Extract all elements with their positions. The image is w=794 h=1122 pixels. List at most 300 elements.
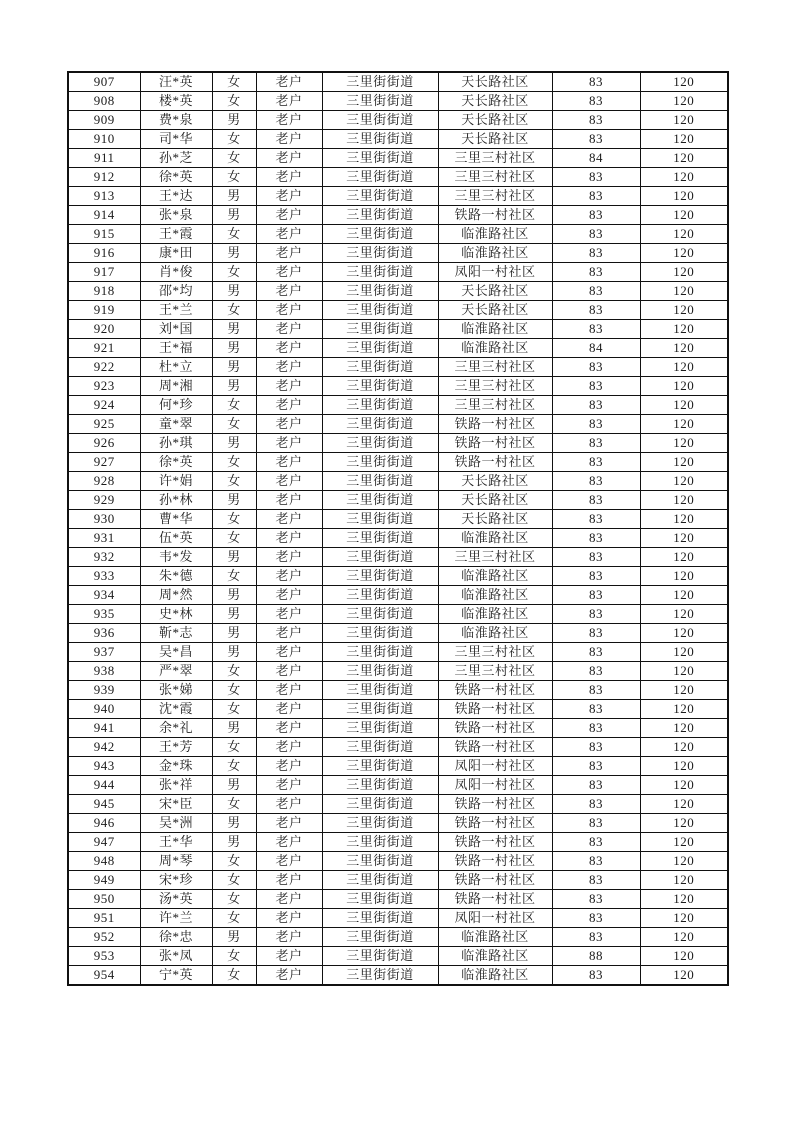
table-row: [68, 453, 728, 472]
amount-cell: 120: [640, 909, 728, 928]
serial-cell: 921: [68, 339, 140, 358]
score-cell: 83: [552, 168, 640, 187]
name-cell: 靳*志: [140, 624, 212, 643]
name-cell: 张*娣: [140, 681, 212, 700]
household-type-cell: 老户: [256, 719, 322, 738]
street-cell: 三里街街道: [322, 966, 438, 986]
amount-cell: 120: [640, 320, 728, 339]
gender-cell: 男: [212, 928, 256, 947]
community-cell: 临淮路社区: [438, 947, 552, 966]
table-row: [68, 282, 728, 301]
amount-cell: 120: [640, 928, 728, 947]
street-cell: 三里街街道: [322, 871, 438, 890]
name-cell: 费*泉: [140, 111, 212, 130]
household-type-cell: 老户: [256, 320, 322, 339]
community-cell: 三里三村社区: [438, 358, 552, 377]
community-cell: 凤阳一村社区: [438, 263, 552, 282]
serial-cell: 945: [68, 795, 140, 814]
name-cell: 金*珠: [140, 757, 212, 776]
serial-cell: 931: [68, 529, 140, 548]
serial-cell: 950: [68, 890, 140, 909]
serial-cell: 911: [68, 149, 140, 168]
name-cell: 刘*国: [140, 320, 212, 339]
score-cell: 83: [552, 510, 640, 529]
amount-cell: 120: [640, 966, 728, 986]
street-cell: 三里街街道: [322, 567, 438, 586]
score-cell: 83: [552, 92, 640, 111]
amount-cell: 120: [640, 301, 728, 320]
household-type-cell: 老户: [256, 72, 322, 92]
community-cell: 铁路一村社区: [438, 681, 552, 700]
name-cell: 沈*霞: [140, 700, 212, 719]
table-row: [68, 301, 728, 320]
gender-cell: 男: [212, 339, 256, 358]
community-cell: 天长路社区: [438, 111, 552, 130]
household-type-cell: 老户: [256, 871, 322, 890]
table-row: [68, 149, 728, 168]
table-row: [68, 814, 728, 833]
table-row: [68, 510, 728, 529]
household-type-cell: 老户: [256, 434, 322, 453]
gender-cell: 女: [212, 795, 256, 814]
amount-cell: 120: [640, 700, 728, 719]
table-row: [68, 187, 728, 206]
serial-cell: 939: [68, 681, 140, 700]
household-type-cell: 老户: [256, 643, 322, 662]
gender-cell: 女: [212, 168, 256, 187]
amount-cell: 120: [640, 852, 728, 871]
household-type-cell: 老户: [256, 548, 322, 567]
table-row: [68, 966, 728, 986]
table-row: [68, 852, 728, 871]
gender-cell: 男: [212, 643, 256, 662]
street-cell: 三里街街道: [322, 681, 438, 700]
serial-cell: 952: [68, 928, 140, 947]
street-cell: 三里街街道: [322, 301, 438, 320]
community-cell: 凤阳一村社区: [438, 776, 552, 795]
household-type-cell: 老户: [256, 206, 322, 225]
serial-cell: 916: [68, 244, 140, 263]
gender-cell: 女: [212, 472, 256, 491]
gender-cell: 女: [212, 263, 256, 282]
amount-cell: 120: [640, 111, 728, 130]
serial-cell: 909: [68, 111, 140, 130]
amount-cell: 120: [640, 282, 728, 301]
household-type-cell: 老户: [256, 130, 322, 149]
table-row: [68, 491, 728, 510]
table-row: [68, 396, 728, 415]
street-cell: 三里街街道: [322, 396, 438, 415]
community-cell: 三里三村社区: [438, 643, 552, 662]
community-cell: 临淮路社区: [438, 966, 552, 986]
street-cell: 三里街街道: [322, 453, 438, 472]
gender-cell: 女: [212, 852, 256, 871]
street-cell: 三里街街道: [322, 282, 438, 301]
score-cell: 83: [552, 130, 640, 149]
amount-cell: 120: [640, 472, 728, 491]
serial-cell: 934: [68, 586, 140, 605]
household-type-cell: 老户: [256, 928, 322, 947]
score-cell: 83: [552, 586, 640, 605]
street-cell: 三里街街道: [322, 111, 438, 130]
household-type-cell: 老户: [256, 472, 322, 491]
gender-cell: 女: [212, 453, 256, 472]
community-cell: 临淮路社区: [438, 225, 552, 244]
score-cell: 83: [552, 909, 640, 928]
gender-cell: 男: [212, 605, 256, 624]
score-cell: 83: [552, 700, 640, 719]
amount-cell: 120: [640, 567, 728, 586]
street-cell: 三里街街道: [322, 491, 438, 510]
street-cell: 三里街街道: [322, 643, 438, 662]
household-type-cell: 老户: [256, 415, 322, 434]
table-row: [68, 358, 728, 377]
community-cell: 临淮路社区: [438, 586, 552, 605]
table-row: [68, 339, 728, 358]
household-type-cell: 老户: [256, 567, 322, 586]
community-cell: 天长路社区: [438, 282, 552, 301]
street-cell: 三里街街道: [322, 738, 438, 757]
serial-cell: 913: [68, 187, 140, 206]
household-type-cell: 老户: [256, 301, 322, 320]
gender-cell: 女: [212, 700, 256, 719]
table-row: [68, 871, 728, 890]
street-cell: 三里街街道: [322, 206, 438, 225]
amount-cell: 120: [640, 206, 728, 225]
serial-cell: 941: [68, 719, 140, 738]
serial-cell: 943: [68, 757, 140, 776]
table-row: [68, 111, 728, 130]
community-cell: 天长路社区: [438, 72, 552, 92]
amount-cell: 120: [640, 738, 728, 757]
serial-cell: 922: [68, 358, 140, 377]
street-cell: 三里街街道: [322, 187, 438, 206]
table-row: [68, 681, 728, 700]
gender-cell: 女: [212, 890, 256, 909]
household-type-cell: 老户: [256, 453, 322, 472]
street-cell: 三里街街道: [322, 339, 438, 358]
name-cell: 何*珍: [140, 396, 212, 415]
score-cell: 83: [552, 434, 640, 453]
serial-cell: 930: [68, 510, 140, 529]
household-type-cell: 老户: [256, 795, 322, 814]
table-row: [68, 225, 728, 244]
serial-cell: 910: [68, 130, 140, 149]
score-cell: 83: [552, 852, 640, 871]
serial-cell: 953: [68, 947, 140, 966]
household-type-cell: 老户: [256, 111, 322, 130]
street-cell: 三里街街道: [322, 757, 438, 776]
community-cell: 铁路一村社区: [438, 453, 552, 472]
household-type-cell: 老户: [256, 757, 322, 776]
gender-cell: 男: [212, 206, 256, 225]
gender-cell: 女: [212, 529, 256, 548]
table-row: [68, 700, 728, 719]
table-row: [68, 415, 728, 434]
household-type-cell: 老户: [256, 700, 322, 719]
gender-cell: 男: [212, 491, 256, 510]
street-cell: 三里街街道: [322, 776, 438, 795]
name-cell: 楼*英: [140, 92, 212, 111]
table-row: [68, 643, 728, 662]
table-row: [68, 719, 728, 738]
street-cell: 三里街街道: [322, 833, 438, 852]
community-cell: 临淮路社区: [438, 339, 552, 358]
table-row: [68, 890, 728, 909]
community-cell: 铁路一村社区: [438, 795, 552, 814]
street-cell: 三里街街道: [322, 719, 438, 738]
household-type-cell: 老户: [256, 168, 322, 187]
amount-cell: 120: [640, 263, 728, 282]
table-row: [68, 909, 728, 928]
score-cell: 83: [552, 415, 640, 434]
table-row: [68, 833, 728, 852]
serial-cell: 907: [68, 72, 140, 92]
name-cell: 徐*忠: [140, 928, 212, 947]
gender-cell: 女: [212, 947, 256, 966]
street-cell: 三里街街道: [322, 415, 438, 434]
gender-cell: 男: [212, 111, 256, 130]
amount-cell: 120: [640, 168, 728, 187]
serial-cell: 924: [68, 396, 140, 415]
household-type-cell: 老户: [256, 909, 322, 928]
table-row: [68, 434, 728, 453]
amount-cell: 120: [640, 624, 728, 643]
name-cell: 周*湘: [140, 377, 212, 396]
serial-cell: 933: [68, 567, 140, 586]
amount-cell: 120: [640, 377, 728, 396]
household-type-cell: 老户: [256, 586, 322, 605]
score-cell: 83: [552, 453, 640, 472]
community-cell: 天长路社区: [438, 472, 552, 491]
table-row: [68, 795, 728, 814]
score-cell: 83: [552, 263, 640, 282]
amount-cell: 120: [640, 662, 728, 681]
community-cell: 铁路一村社区: [438, 206, 552, 225]
amount-cell: 120: [640, 795, 728, 814]
score-cell: 83: [552, 871, 640, 890]
amount-cell: 120: [640, 548, 728, 567]
name-cell: 宁*英: [140, 966, 212, 986]
name-cell: 孙*芝: [140, 149, 212, 168]
amount-cell: 120: [640, 947, 728, 966]
amount-cell: 120: [640, 92, 728, 111]
score-cell: 83: [552, 358, 640, 377]
score-cell: 83: [552, 472, 640, 491]
household-type-cell: 老户: [256, 814, 322, 833]
street-cell: 三里街街道: [322, 434, 438, 453]
serial-cell: 946: [68, 814, 140, 833]
score-cell: 83: [552, 111, 640, 130]
street-cell: 三里街街道: [322, 320, 438, 339]
amount-cell: 120: [640, 586, 728, 605]
household-type-cell: 老户: [256, 776, 322, 795]
serial-cell: 948: [68, 852, 140, 871]
community-cell: 三里三村社区: [438, 396, 552, 415]
score-cell: 84: [552, 149, 640, 168]
serial-cell: 917: [68, 263, 140, 282]
score-cell: 83: [552, 890, 640, 909]
name-cell: 韦*发: [140, 548, 212, 567]
street-cell: 三里街街道: [322, 814, 438, 833]
table-row: [68, 776, 728, 795]
street-cell: 三里街街道: [322, 548, 438, 567]
gender-cell: 女: [212, 909, 256, 928]
score-cell: 84: [552, 339, 640, 358]
name-cell: 王*霞: [140, 225, 212, 244]
serial-cell: 925: [68, 415, 140, 434]
community-cell: 凤阳一村社区: [438, 909, 552, 928]
score-cell: 83: [552, 567, 640, 586]
score-cell: 83: [552, 719, 640, 738]
street-cell: 三里街街道: [322, 795, 438, 814]
community-cell: 天长路社区: [438, 130, 552, 149]
household-type-cell: 老户: [256, 149, 322, 168]
amount-cell: 120: [640, 434, 728, 453]
serial-cell: 944: [68, 776, 140, 795]
serial-cell: 923: [68, 377, 140, 396]
serial-cell: 912: [68, 168, 140, 187]
amount-cell: 120: [640, 453, 728, 472]
table-row: [68, 244, 728, 263]
gender-cell: 男: [212, 833, 256, 852]
serial-cell: 951: [68, 909, 140, 928]
gender-cell: 男: [212, 548, 256, 567]
street-cell: 三里街街道: [322, 130, 438, 149]
score-cell: 83: [552, 187, 640, 206]
name-cell: 朱*德: [140, 567, 212, 586]
serial-cell: 908: [68, 92, 140, 111]
score-cell: 83: [552, 377, 640, 396]
name-cell: 余*礼: [140, 719, 212, 738]
street-cell: 三里街街道: [322, 529, 438, 548]
gender-cell: 女: [212, 92, 256, 111]
gender-cell: 女: [212, 72, 256, 92]
community-cell: 三里三村社区: [438, 149, 552, 168]
score-cell: 83: [552, 206, 640, 225]
community-cell: 铁路一村社区: [438, 700, 552, 719]
score-cell: 83: [552, 662, 640, 681]
household-type-cell: 老户: [256, 529, 322, 548]
street-cell: 三里街街道: [322, 472, 438, 491]
name-cell: 周*然: [140, 586, 212, 605]
household-type-cell: 老户: [256, 187, 322, 206]
name-cell: 王*芳: [140, 738, 212, 757]
street-cell: 三里街街道: [322, 225, 438, 244]
name-cell: 许*娟: [140, 472, 212, 491]
name-cell: 吴*洲: [140, 814, 212, 833]
name-cell: 王*达: [140, 187, 212, 206]
serial-cell: 919: [68, 301, 140, 320]
table-row: [68, 320, 728, 339]
score-cell: 83: [552, 320, 640, 339]
score-cell: 83: [552, 301, 640, 320]
gender-cell: 女: [212, 225, 256, 244]
community-cell: 三里三村社区: [438, 377, 552, 396]
household-type-cell: 老户: [256, 852, 322, 871]
serial-cell: 929: [68, 491, 140, 510]
name-cell: 汤*英: [140, 890, 212, 909]
amount-cell: 120: [640, 871, 728, 890]
name-cell: 司*华: [140, 130, 212, 149]
street-cell: 三里街街道: [322, 586, 438, 605]
community-cell: 铁路一村社区: [438, 852, 552, 871]
table-row: [68, 662, 728, 681]
gender-cell: 男: [212, 434, 256, 453]
score-cell: 83: [552, 966, 640, 986]
score-cell: 83: [552, 757, 640, 776]
table-row: [68, 586, 728, 605]
gender-cell: 女: [212, 567, 256, 586]
score-cell: 83: [552, 795, 640, 814]
score-cell: 83: [552, 776, 640, 795]
name-cell: 严*翠: [140, 662, 212, 681]
community-cell: 铁路一村社区: [438, 890, 552, 909]
score-cell: 83: [552, 396, 640, 415]
household-type-cell: 老户: [256, 947, 322, 966]
name-cell: 宋*臣: [140, 795, 212, 814]
serial-cell: 927: [68, 453, 140, 472]
name-cell: 曹*华: [140, 510, 212, 529]
street-cell: 三里街街道: [322, 149, 438, 168]
score-cell: 83: [552, 814, 640, 833]
name-cell: 张*泉: [140, 206, 212, 225]
amount-cell: 120: [640, 890, 728, 909]
street-cell: 三里街街道: [322, 92, 438, 111]
serial-cell: 928: [68, 472, 140, 491]
serial-cell: 932: [68, 548, 140, 567]
score-cell: 83: [552, 244, 640, 263]
name-cell: 孙*琪: [140, 434, 212, 453]
household-type-cell: 老户: [256, 225, 322, 244]
community-cell: 临淮路社区: [438, 529, 552, 548]
household-type-cell: 老户: [256, 491, 322, 510]
amount-cell: 120: [640, 643, 728, 662]
street-cell: 三里街街道: [322, 909, 438, 928]
score-cell: 83: [552, 548, 640, 567]
gender-cell: 男: [212, 187, 256, 206]
gender-cell: 女: [212, 966, 256, 986]
community-cell: 天长路社区: [438, 491, 552, 510]
name-cell: 张*凤: [140, 947, 212, 966]
amount-cell: 120: [640, 833, 728, 852]
name-cell: 王*兰: [140, 301, 212, 320]
gender-cell: 男: [212, 624, 256, 643]
community-cell: 三里三村社区: [438, 662, 552, 681]
score-cell: 83: [552, 624, 640, 643]
name-cell: 周*琴: [140, 852, 212, 871]
amount-cell: 120: [640, 244, 728, 263]
serial-cell: 915: [68, 225, 140, 244]
gender-cell: 女: [212, 871, 256, 890]
household-type-cell: 老户: [256, 358, 322, 377]
amount-cell: 120: [640, 491, 728, 510]
name-cell: 杜*立: [140, 358, 212, 377]
community-cell: 凤阳一村社区: [438, 757, 552, 776]
community-cell: 临淮路社区: [438, 624, 552, 643]
resident-table: [67, 71, 729, 986]
table-row: [68, 548, 728, 567]
serial-cell: 947: [68, 833, 140, 852]
gender-cell: 女: [212, 757, 256, 776]
community-cell: 天长路社区: [438, 92, 552, 111]
street-cell: 三里街街道: [322, 510, 438, 529]
household-type-cell: 老户: [256, 738, 322, 757]
street-cell: 三里街街道: [322, 928, 438, 947]
name-cell: 邵*均: [140, 282, 212, 301]
table-row: [68, 72, 728, 92]
name-cell: 宋*珍: [140, 871, 212, 890]
